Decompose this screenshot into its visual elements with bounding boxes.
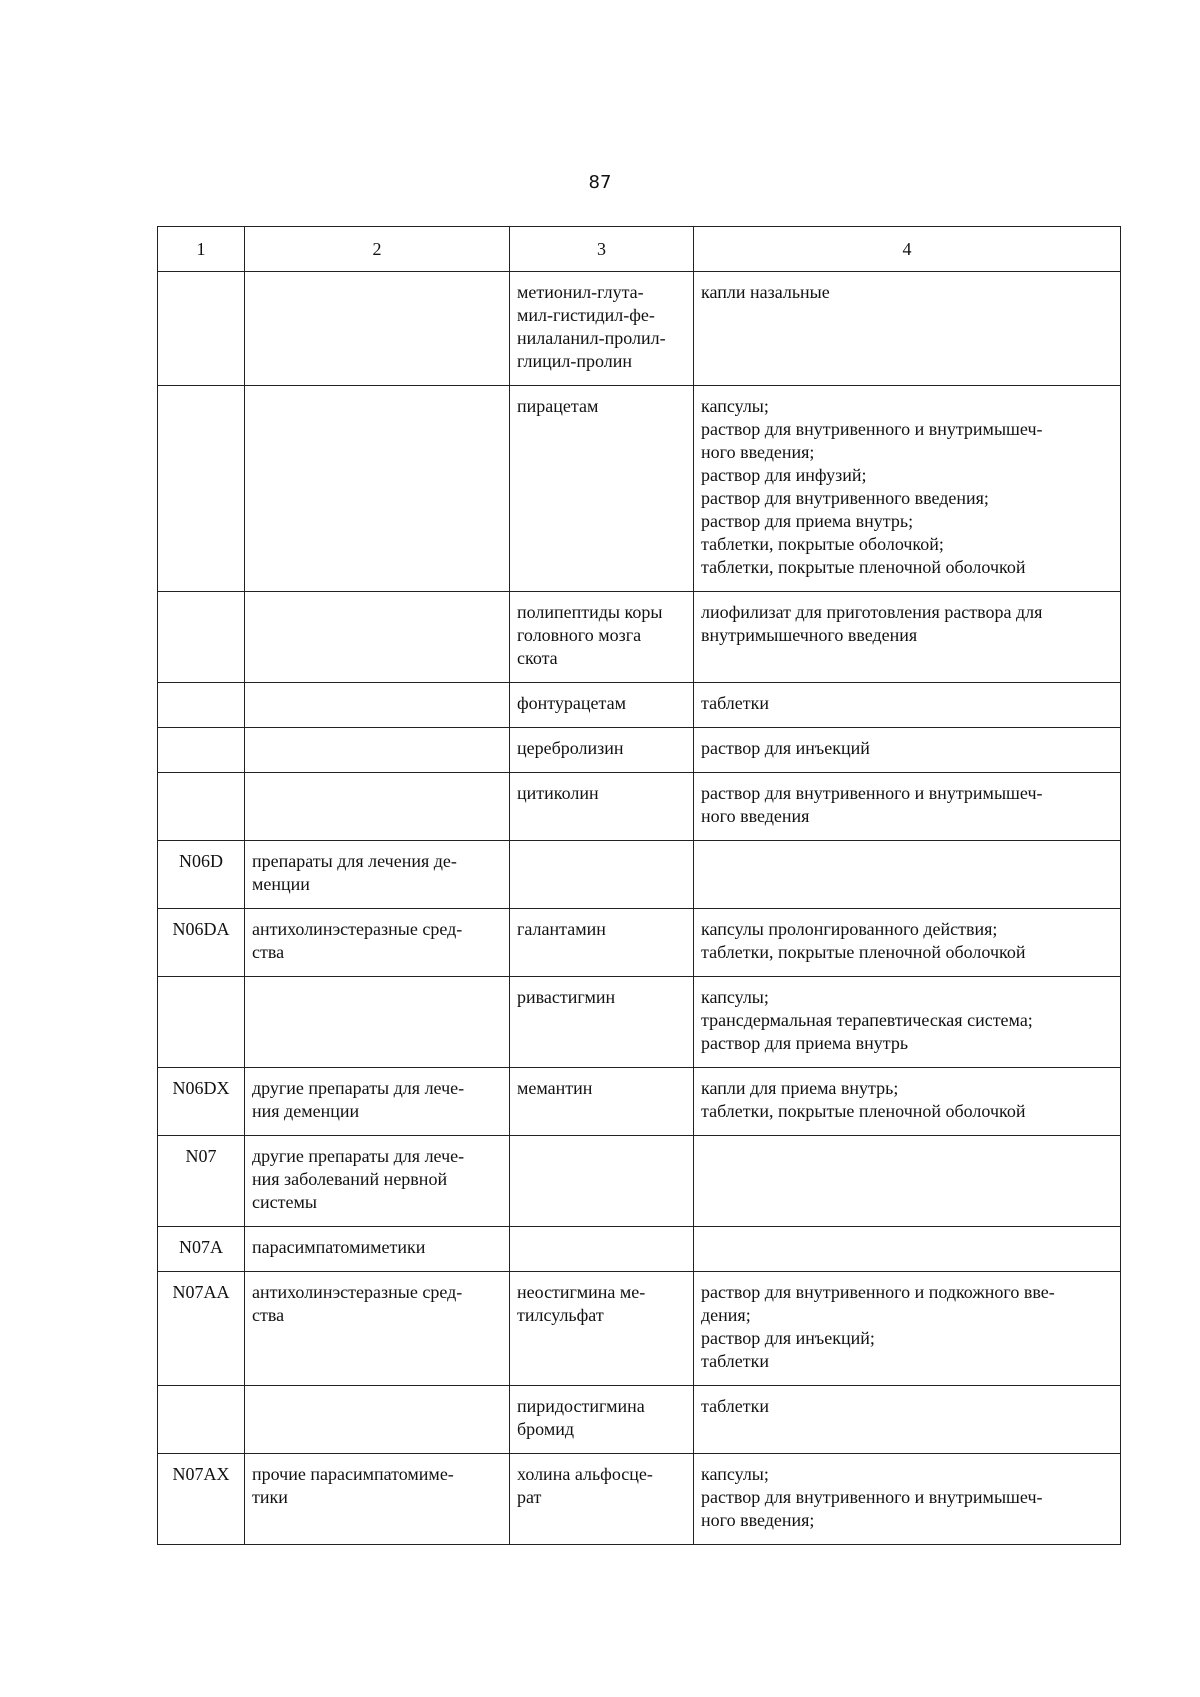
drug-name-line: полипептиды коры	[517, 602, 663, 622]
dosage-form-line: раствор для инъекций	[701, 738, 870, 758]
group-name-cell	[245, 773, 510, 841]
table-row	[158, 272, 1121, 386]
table-row	[158, 1227, 1121, 1272]
group-name-cell	[245, 977, 510, 1068]
group-name-line: другие препараты для лече-	[252, 1078, 465, 1098]
dosage-forms-cell	[694, 1386, 1121, 1454]
drug-name-line: глицил-пролин	[517, 351, 632, 371]
header-row	[158, 227, 1121, 272]
dosage-form-line: раствор для инфузий;	[701, 465, 867, 485]
atc-code-cell: N07A	[158, 1227, 245, 1272]
table-row	[158, 728, 1121, 773]
drug-name-line: мил-гистидил-фе-	[517, 305, 655, 325]
dosage-forms-cell	[694, 1136, 1121, 1227]
group-name-cell	[245, 386, 510, 592]
drug-name-cell	[510, 592, 694, 683]
atc-code-cell	[158, 977, 245, 1068]
atc-code-cell	[158, 272, 245, 386]
atc-code-cell	[158, 592, 245, 683]
dosage-form-line: таблетки, покрытые пленочной оболочкой	[701, 942, 1026, 962]
dosage-forms-cell	[694, 272, 1121, 386]
drug-name-cell	[510, 1386, 694, 1454]
table-row	[158, 683, 1121, 728]
table-row	[158, 1136, 1121, 1227]
header-cell-3: 3	[510, 227, 694, 272]
drug-name-line: нилаланил-пролил-	[517, 328, 666, 348]
table-row	[158, 909, 1121, 977]
drug-name-line: ривастигмин	[517, 987, 616, 1007]
dosage-forms-cell	[694, 977, 1121, 1068]
dosage-form-line: трансдермальная терапевтическая система;	[701, 1010, 1033, 1030]
dosage-forms-cell	[694, 386, 1121, 592]
group-name-cell	[245, 683, 510, 728]
drug-name-cell	[510, 1227, 694, 1272]
dosage-form-line: таблетки	[701, 1396, 770, 1416]
dosage-forms-cell	[694, 841, 1121, 909]
dosage-form-line: капсулы;	[701, 987, 769, 1007]
drug-name-line: цитиколин	[517, 783, 599, 803]
dosage-form-line: раствор для внутривенного и подкожного вве-	[701, 1282, 1055, 1302]
group-name-line: тики	[252, 1487, 288, 1507]
dosage-form-line: таблетки	[701, 693, 770, 713]
group-name-cell	[245, 1386, 510, 1454]
group-name-line: ния заболеваний нервной	[252, 1169, 448, 1189]
group-name-cell	[245, 1068, 510, 1136]
dosage-form-line: капсулы;	[701, 1464, 769, 1484]
drug-name-cell	[510, 728, 694, 773]
dosage-form-line: раствор для инъекций;	[701, 1328, 875, 1348]
group-name-cell	[245, 841, 510, 909]
drug-name-line: пирацетам	[517, 396, 599, 416]
dosage-form-line: раствор для внутривенного и внутримышеч-	[701, 1487, 1043, 1507]
dosage-forms-cell	[694, 1272, 1121, 1386]
dosage-form-line: капли назальные	[701, 282, 830, 302]
dosage-form-line: раствор для внутривенного и внутримышеч-	[701, 783, 1043, 803]
drug-name-line: холина альфосце-	[517, 1464, 653, 1484]
table-row	[158, 977, 1121, 1068]
atc-code-cell: N06DX	[158, 1068, 245, 1136]
table-body	[158, 272, 1121, 1545]
drug-name-line: фонтурацетам	[517, 693, 627, 713]
drug-name-cell	[510, 272, 694, 386]
atc-code-cell	[158, 683, 245, 728]
drug-name-line: пиридостигмина	[517, 1396, 645, 1416]
table-row	[158, 1272, 1121, 1386]
group-name-cell	[245, 272, 510, 386]
group-name-cell	[245, 728, 510, 773]
header-cell-4: 4	[694, 227, 1121, 272]
table-row	[158, 1068, 1121, 1136]
table-row	[158, 841, 1121, 909]
atc-code-cell: N07AX	[158, 1454, 245, 1545]
table-row	[158, 773, 1121, 841]
dosage-form-line: раствор для внутривенного и внутримышеч-	[701, 419, 1043, 439]
group-name-cell	[245, 909, 510, 977]
drug-name-cell	[510, 386, 694, 592]
dosage-form-line: ного введения	[701, 806, 810, 826]
drug-name-cell	[510, 1136, 694, 1227]
dosage-forms-cell	[694, 683, 1121, 728]
drug-name-cell	[510, 909, 694, 977]
dosage-form-line: дения;	[701, 1305, 751, 1325]
dosage-form-line: ного введения;	[701, 1510, 815, 1530]
drug-name-line: неостигмина ме-	[517, 1282, 646, 1302]
drug-name-cell	[510, 977, 694, 1068]
group-name-cell	[245, 592, 510, 683]
group-name-line: другие препараты для лече-	[252, 1146, 465, 1166]
drug-name-line: галантамин	[517, 919, 606, 939]
dosage-forms-cell	[694, 1227, 1121, 1272]
atc-code-cell: N06D	[158, 841, 245, 909]
drug-name-line: головного мозга	[517, 625, 642, 645]
dosage-form-line: внутримышечного введения	[701, 625, 918, 645]
drug-name-line: церебролизин	[517, 738, 624, 758]
table-row	[158, 592, 1121, 683]
drug-name-line: скота	[517, 648, 558, 668]
header-cell-2: 2	[245, 227, 510, 272]
dosage-form-line: ного введения;	[701, 442, 815, 462]
group-name-line: антихолинэстеразные сред-	[252, 919, 463, 939]
atc-code-cell	[158, 728, 245, 773]
header-cell-1: 1	[158, 227, 245, 272]
group-name-line: менции	[252, 874, 310, 894]
atc-code-cell: N07	[158, 1136, 245, 1227]
atc-code-cell	[158, 386, 245, 592]
group-name-line: ства	[252, 1305, 285, 1325]
dosage-form-line: таблетки	[701, 1351, 770, 1371]
group-name-cell	[245, 1272, 510, 1386]
drug-name-cell	[510, 1272, 694, 1386]
dosage-forms-cell	[694, 773, 1121, 841]
table-row	[158, 1386, 1121, 1454]
drug-name-cell	[510, 683, 694, 728]
group-name-cell	[245, 1227, 510, 1272]
dosage-form-line: капли для приема внутрь;	[701, 1078, 899, 1098]
dosage-form-line: раствор для приема внутрь;	[701, 511, 914, 531]
table-row	[158, 386, 1121, 592]
group-name-line: парасимпатомиметики	[252, 1237, 426, 1257]
group-name-line: препараты для лечения де-	[252, 851, 457, 871]
group-name-line: системы	[252, 1192, 317, 1212]
drug-name-cell	[510, 1454, 694, 1545]
dosage-form-line: раствор для внутривенного введения;	[701, 488, 989, 508]
drug-name-cell	[510, 773, 694, 841]
drug-name-line: бромид	[517, 1419, 574, 1439]
dosage-forms-cell	[694, 909, 1121, 977]
dosage-form-line: таблетки, покрытые пленочной оболочкой	[701, 557, 1026, 577]
group-name-line: ства	[252, 942, 285, 962]
drug-name-line: тилсульфат	[517, 1305, 604, 1325]
dosage-forms-cell	[694, 1454, 1121, 1545]
dosage-form-line: таблетки, покрытые оболочкой;	[701, 534, 944, 554]
dosage-form-line: таблетки, покрытые пленочной оболочкой	[701, 1101, 1026, 1121]
dosage-form-line: лиофилизат для приготовления раствора для	[701, 602, 1043, 622]
atc-code-cell: N06DA	[158, 909, 245, 977]
atc-code-cell	[158, 1386, 245, 1454]
atc-code-cell: N07AA	[158, 1272, 245, 1386]
group-name-cell	[245, 1136, 510, 1227]
atc-code-cell	[158, 773, 245, 841]
group-name-line: антихолинэстеразные сред-	[252, 1282, 463, 1302]
dosage-form-line: капсулы;	[701, 396, 769, 416]
page-number: 87	[588, 172, 612, 193]
dosage-forms-cell	[694, 592, 1121, 683]
drug-name-line: рат	[517, 1487, 542, 1507]
dosage-forms-cell	[694, 728, 1121, 773]
drug-name-line: метионил-глута-	[517, 282, 644, 302]
group-name-line: ния деменции	[252, 1101, 360, 1121]
drug-name-cell	[510, 841, 694, 909]
drug-table	[157, 226, 1121, 1545]
table-row	[158, 1454, 1121, 1545]
group-name-line: прочие парасимпатомиме-	[252, 1464, 454, 1484]
group-name-cell	[245, 1454, 510, 1545]
dosage-form-line: раствор для приема внутрь	[701, 1033, 909, 1053]
drug-name-line: мемантин	[517, 1078, 593, 1098]
dosage-form-line: капсулы пролонгированного действия;	[701, 919, 998, 939]
dosage-forms-cell	[694, 1068, 1121, 1136]
drug-name-cell	[510, 1068, 694, 1136]
